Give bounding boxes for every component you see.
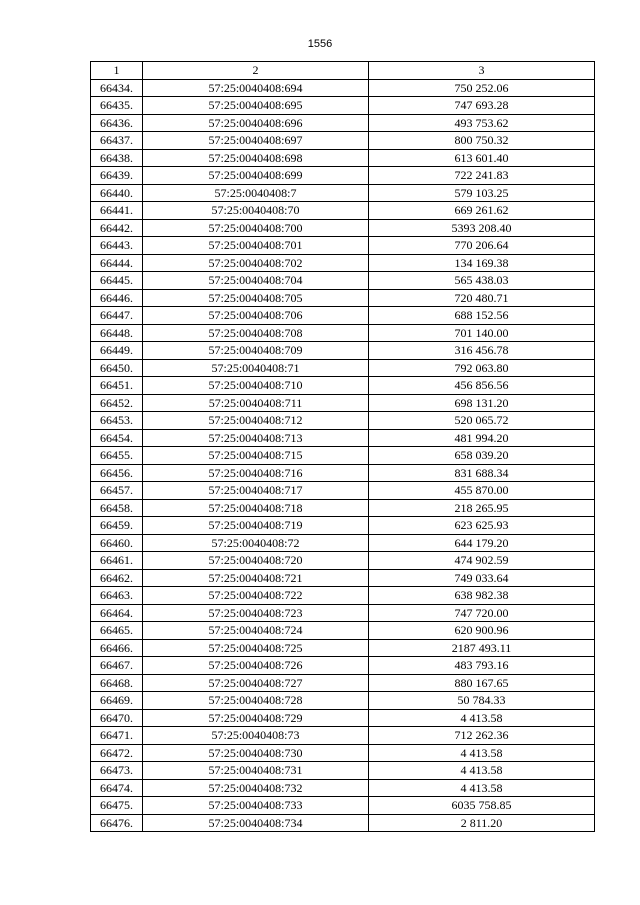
cadastral-number-cell: 57:25:0040408:696 <box>143 114 369 132</box>
column-header-number: 1 <box>91 62 143 80</box>
cadastral-number-cell: 57:25:0040408:725 <box>143 639 369 657</box>
row-number-cell: 66439. <box>91 167 143 185</box>
cadastral-number-cell: 57:25:0040408:695 <box>143 97 369 115</box>
row-number-cell: 66438. <box>91 149 143 167</box>
row-number-cell: 66455. <box>91 447 143 465</box>
table-row <box>91 394 595 412</box>
row-number-cell: 66447. <box>91 307 143 325</box>
value-cell: 669 261.62 <box>369 202 595 220</box>
value-cell: 218 265.95 <box>369 499 595 517</box>
cadastral-number-cell: 57:25:0040408:70 <box>143 202 369 220</box>
table-row <box>91 552 595 570</box>
cadastral-number-cell: 57:25:0040408:708 <box>143 324 369 342</box>
table-row <box>91 779 595 797</box>
table-row <box>91 727 595 745</box>
row-number-cell: 66450. <box>91 359 143 377</box>
cadastral-number-cell: 57:25:0040408:721 <box>143 569 369 587</box>
value-cell: 2 811.20 <box>369 814 595 832</box>
cadastral-number-cell: 57:25:0040408:712 <box>143 412 369 430</box>
value-cell: 6035 758.85 <box>369 797 595 815</box>
column-header-cadastral-number: 2 <box>143 62 369 80</box>
value-cell: 4 413.58 <box>369 709 595 727</box>
cadastral-number-cell: 57:25:0040408:73 <box>143 727 369 745</box>
cadastral-number-cell: 57:25:0040408:700 <box>143 219 369 237</box>
cadastral-number-cell: 57:25:0040408:720 <box>143 552 369 570</box>
cadastral-number-cell: 57:25:0040408:729 <box>143 709 369 727</box>
cadastral-number-cell: 57:25:0040408:7 <box>143 184 369 202</box>
row-number-cell: 66459. <box>91 517 143 535</box>
cadastral-number-cell: 57:25:0040408:734 <box>143 814 369 832</box>
cadastral-number-cell: 57:25:0040408:717 <box>143 482 369 500</box>
table-row <box>91 429 595 447</box>
cadastral-number-cell: 57:25:0040408:715 <box>143 447 369 465</box>
row-number-cell: 66462. <box>91 569 143 587</box>
value-cell: 638 982.38 <box>369 587 595 605</box>
row-number-cell: 66442. <box>91 219 143 237</box>
row-number-cell: 66443. <box>91 237 143 255</box>
row-number-cell: 66472. <box>91 744 143 762</box>
table-row <box>91 289 595 307</box>
row-number-cell: 66448. <box>91 324 143 342</box>
table-row <box>91 692 595 710</box>
row-number-cell: 66446. <box>91 289 143 307</box>
cadastral-number-cell: 57:25:0040408:702 <box>143 254 369 272</box>
table-row <box>91 167 595 185</box>
table-row <box>91 639 595 657</box>
value-cell: 5393 208.40 <box>369 219 595 237</box>
value-cell: 880 167.65 <box>369 674 595 692</box>
row-number-cell: 66454. <box>91 429 143 447</box>
table-row <box>91 482 595 500</box>
row-number-cell: 66456. <box>91 464 143 482</box>
value-cell: 474 902.59 <box>369 552 595 570</box>
value-cell: 316 456.78 <box>369 342 595 360</box>
table-row <box>91 744 595 762</box>
table-row <box>91 237 595 255</box>
cadastral-number-cell: 57:25:0040408:730 <box>143 744 369 762</box>
value-cell: 712 262.36 <box>369 727 595 745</box>
value-cell: 747 693.28 <box>369 97 595 115</box>
row-number-cell: 66434. <box>91 79 143 97</box>
table-row <box>91 499 595 517</box>
cadastral-number-cell: 57:25:0040408:698 <box>143 149 369 167</box>
table-row <box>91 219 595 237</box>
table-row <box>91 79 595 97</box>
cadastral-number-cell: 57:25:0040408:713 <box>143 429 369 447</box>
table-row <box>91 254 595 272</box>
row-number-cell: 66441. <box>91 202 143 220</box>
row-number-cell: 66435. <box>91 97 143 115</box>
table-row <box>91 272 595 290</box>
table-row <box>91 447 595 465</box>
value-cell: 644 179.20 <box>369 534 595 552</box>
value-cell: 520 065.72 <box>369 412 595 430</box>
cadastral-number-cell: 57:25:0040408:699 <box>143 167 369 185</box>
table-row <box>91 814 595 832</box>
cadastral-number-cell: 57:25:0040408:722 <box>143 587 369 605</box>
row-number-cell: 66465. <box>91 622 143 640</box>
table-body <box>91 79 595 832</box>
value-cell: 831 688.34 <box>369 464 595 482</box>
cadastral-number-cell: 57:25:0040408:706 <box>143 307 369 325</box>
row-number-cell: 66467. <box>91 657 143 675</box>
row-number-cell: 66463. <box>91 587 143 605</box>
value-cell: 50 784.33 <box>369 692 595 710</box>
table-row <box>91 797 595 815</box>
cadastral-number-cell: 57:25:0040408:704 <box>143 272 369 290</box>
page-number: 1556 <box>307 38 333 50</box>
row-number-cell: 66444. <box>91 254 143 272</box>
table-header <box>91 62 595 80</box>
value-cell: 4 413.58 <box>369 762 595 780</box>
cadastral-number-cell: 57:25:0040408:705 <box>143 289 369 307</box>
value-cell: 4 413.58 <box>369 779 595 797</box>
table-row <box>91 114 595 132</box>
value-cell: 658 039.20 <box>369 447 595 465</box>
cadastral-number-cell: 57:25:0040408:731 <box>143 762 369 780</box>
row-number-cell: 66474. <box>91 779 143 797</box>
value-cell: 613 601.40 <box>369 149 595 167</box>
row-number-cell: 66469. <box>91 692 143 710</box>
table-row <box>91 762 595 780</box>
row-number-cell: 66452. <box>91 394 143 412</box>
value-cell: 483 793.16 <box>369 657 595 675</box>
row-number-cell: 66453. <box>91 412 143 430</box>
value-cell: 579 103.25 <box>369 184 595 202</box>
value-cell: 481 994.20 <box>369 429 595 447</box>
value-cell: 623 625.93 <box>369 517 595 535</box>
table-row <box>91 149 595 167</box>
table-row <box>91 342 595 360</box>
value-cell: 720 480.71 <box>369 289 595 307</box>
value-cell: 701 140.00 <box>369 324 595 342</box>
cadastral-number-cell: 57:25:0040408:727 <box>143 674 369 692</box>
cadastral-number-cell: 57:25:0040408:701 <box>143 237 369 255</box>
value-cell: 800 750.32 <box>369 132 595 150</box>
cadastral-number-cell: 57:25:0040408:71 <box>143 359 369 377</box>
cadastral-number-cell: 57:25:0040408:733 <box>143 797 369 815</box>
row-number-cell: 66466. <box>91 639 143 657</box>
table-row <box>91 412 595 430</box>
value-cell: 565 438.03 <box>369 272 595 290</box>
cadastral-value-table <box>90 61 595 832</box>
table-row <box>91 569 595 587</box>
table-row <box>91 307 595 325</box>
row-number-cell: 66436. <box>91 114 143 132</box>
table-row <box>91 359 595 377</box>
table-row <box>91 464 595 482</box>
value-cell: 455 870.00 <box>369 482 595 500</box>
row-number-cell: 66476. <box>91 814 143 832</box>
value-cell: 698 131.20 <box>369 394 595 412</box>
cadastral-number-cell: 57:25:0040408:716 <box>143 464 369 482</box>
column-header-value: 3 <box>369 62 595 80</box>
cadastral-number-cell: 57:25:0040408:724 <box>143 622 369 640</box>
table-row <box>91 534 595 552</box>
table-row <box>91 674 595 692</box>
table-row <box>91 184 595 202</box>
row-number-cell: 66445. <box>91 272 143 290</box>
cadastral-number-cell: 57:25:0040408:723 <box>143 604 369 622</box>
value-cell: 770 206.64 <box>369 237 595 255</box>
table-row <box>91 377 595 395</box>
row-number-cell: 66457. <box>91 482 143 500</box>
value-cell: 2187 493.11 <box>369 639 595 657</box>
row-number-cell: 66475. <box>91 797 143 815</box>
row-number-cell: 66471. <box>91 727 143 745</box>
table-row <box>91 202 595 220</box>
table-row <box>91 132 595 150</box>
value-cell: 456 856.56 <box>369 377 595 395</box>
value-cell: 792 063.80 <box>369 359 595 377</box>
table-row <box>91 604 595 622</box>
row-number-cell: 66449. <box>91 342 143 360</box>
value-cell: 722 241.83 <box>369 167 595 185</box>
header-row <box>91 62 595 80</box>
cadastral-number-cell: 57:25:0040408:732 <box>143 779 369 797</box>
row-number-cell: 66440. <box>91 184 143 202</box>
table-row <box>91 324 595 342</box>
table-row <box>91 622 595 640</box>
value-cell: 750 252.06 <box>369 79 595 97</box>
cadastral-number-cell: 57:25:0040408:726 <box>143 657 369 675</box>
cadastral-number-cell: 57:25:0040408:719 <box>143 517 369 535</box>
row-number-cell: 66437. <box>91 132 143 150</box>
cadastral-number-cell: 57:25:0040408:718 <box>143 499 369 517</box>
table-row <box>91 97 595 115</box>
cadastral-number-cell: 57:25:0040408:709 <box>143 342 369 360</box>
value-cell: 134 169.38 <box>369 254 595 272</box>
table-row <box>91 517 595 535</box>
row-number-cell: 66451. <box>91 377 143 395</box>
table-row <box>91 709 595 727</box>
cadastral-number-cell: 57:25:0040408:728 <box>143 692 369 710</box>
value-cell: 747 720.00 <box>369 604 595 622</box>
table-row <box>91 587 595 605</box>
row-number-cell: 66461. <box>91 552 143 570</box>
value-cell: 749 033.64 <box>369 569 595 587</box>
value-cell: 493 753.62 <box>369 114 595 132</box>
table-row <box>91 657 595 675</box>
row-number-cell: 66464. <box>91 604 143 622</box>
cadastral-number-cell: 57:25:0040408:711 <box>143 394 369 412</box>
row-number-cell: 66458. <box>91 499 143 517</box>
cadastral-number-cell: 57:25:0040408:72 <box>143 534 369 552</box>
row-number-cell: 66473. <box>91 762 143 780</box>
row-number-cell: 66470. <box>91 709 143 727</box>
row-number-cell: 66468. <box>91 674 143 692</box>
value-cell: 620 900.96 <box>369 622 595 640</box>
row-number-cell: 66460. <box>91 534 143 552</box>
cadastral-number-cell: 57:25:0040408:694 <box>143 79 369 97</box>
value-cell: 4 413.58 <box>369 744 595 762</box>
cadastral-number-cell: 57:25:0040408:710 <box>143 377 369 395</box>
cadastral-number-cell: 57:25:0040408:697 <box>143 132 369 150</box>
value-cell: 688 152.56 <box>369 307 595 325</box>
